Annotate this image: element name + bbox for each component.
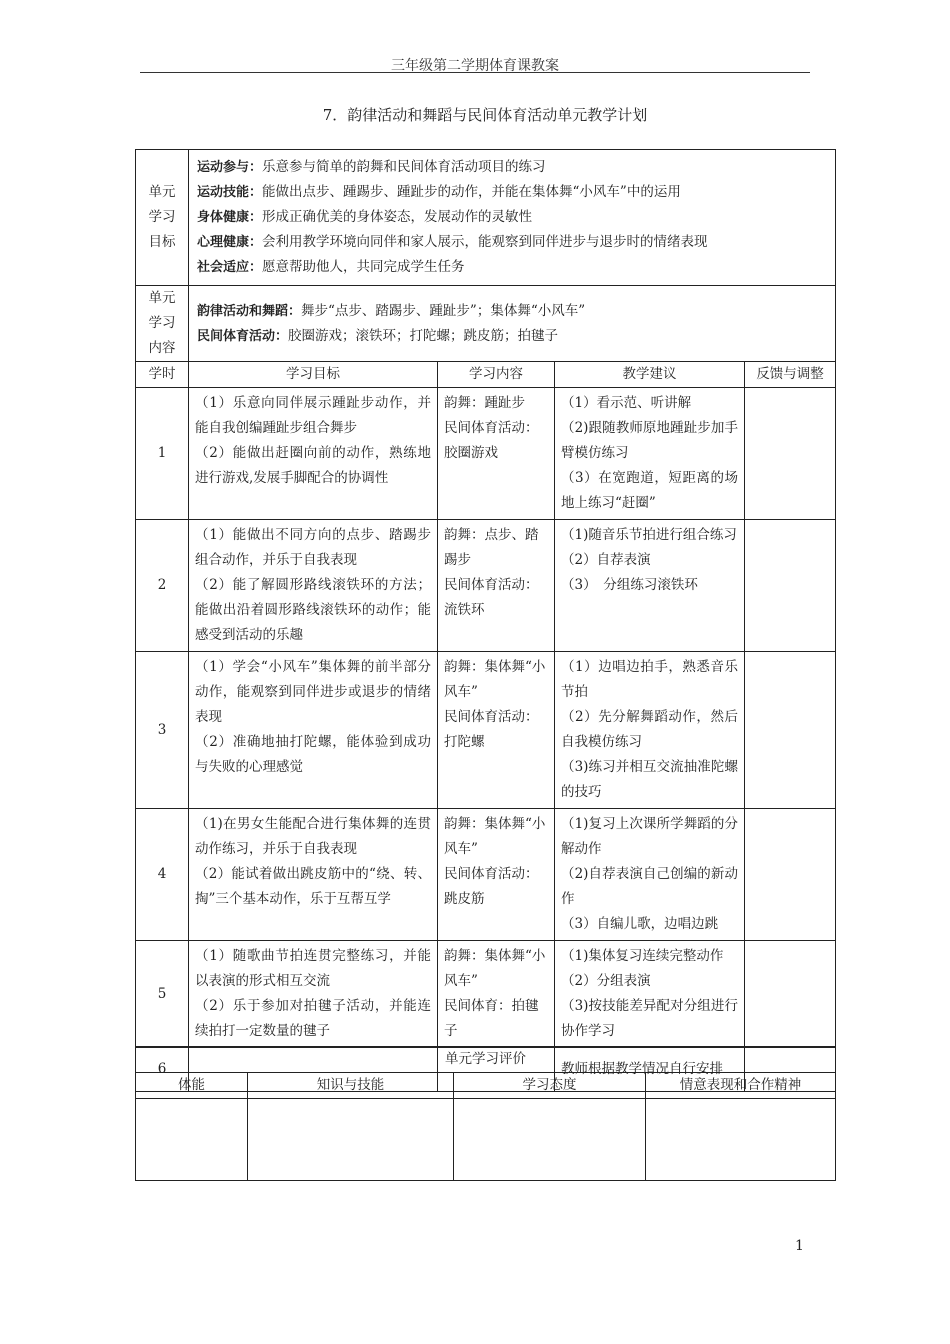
unit-goal-content — [189, 150, 836, 286]
goal-item: 社会适应：愿意帮助他人，共同完成学生任务 — [197, 259, 465, 275]
lesson-content: 韵舞：踵趾步 民间体育活动：胶圈游戏 — [438, 388, 555, 520]
lesson-row — [136, 941, 836, 1048]
col-goal: 学习目标 — [189, 362, 438, 388]
lesson-row — [136, 388, 836, 520]
lesson-content: 韵舞：集体舞“小风车” 民间体育活动：跳皮筋 — [438, 809, 555, 941]
header-title: 三年级第二学期体育课教案 — [391, 58, 559, 74]
header-rule — [140, 72, 810, 73]
lesson-period: 2 — [136, 520, 189, 652]
lesson-period: 3 — [136, 652, 189, 809]
goal-item: 运动参与：乐意参与简单的韵舞和民间体育活动项目的练习 — [197, 159, 546, 175]
lesson-advice: （1)随音乐节拍进行组合练习 （2）自荐表演 （3） 分组练习滚铁环 — [555, 520, 745, 652]
lesson-row — [136, 809, 836, 941]
lesson-goal: （1)在男女生能配合进行集体舞的连贯动作练习，并乐于自我表现 （2）能试着做出跳皮筋中的“绕、转、掏”三个基本动作，乐于互帮互学 — [189, 809, 438, 941]
goal-item: 身体健康：形成正确优美的身体姿态，发展动作的灵敏性 — [197, 209, 533, 225]
lesson-content: 韵舞：点步、踏踢步 民间体育活动：流铁环 — [438, 520, 555, 652]
lesson-period: 1 — [136, 388, 189, 520]
eval-col-knowledge: 知识与技能 — [248, 1073, 454, 1099]
eval-cell — [136, 1099, 248, 1181]
lesson-feedback — [745, 520, 836, 652]
unit-content-row — [136, 286, 836, 362]
eval-cell — [454, 1099, 646, 1181]
page-number: 1 — [795, 1238, 804, 1254]
lesson-feedback — [745, 652, 836, 809]
evaluation-title-row — [136, 1047, 836, 1073]
lesson-period: 5 — [136, 941, 189, 1048]
lesson-content: 韵舞：集体舞“小风车” 民间体育：拍毽子 — [438, 941, 555, 1048]
evaluation-table — [135, 1046, 836, 1181]
unit-goal-row — [136, 150, 836, 286]
lesson-row — [136, 652, 836, 809]
unit-goal-label: 单元 学习 目标 — [136, 150, 189, 286]
lesson-content: 韵舞：集体舞“小风车” 民间体育活动：打陀螺 — [438, 652, 555, 809]
lesson-goal: （1）能做出不同方向的点步、踏踢步组合动作，并乐于自我表现 （2）能了解圆形路线滚铁环的方法；能做出沿着圆形路线滚铁环的动作；能感受到活动的乐趣 — [189, 520, 438, 652]
document-title: 7．韵律活动和舞蹈与民间体育活动单元教学计划 — [322, 106, 648, 124]
lesson-advice: （1）看示范、听讲解 （2)跟随教师原地踵趾步加手臂模仿练习 （3）在宽跑道，短距离的场地上练习“赶圈” — [555, 388, 745, 520]
lesson-advice: （1）边唱边拍手，熟悉音乐节拍 （2）先分解舞蹈动作，然后自我模仿练习 （3)练习并相互交流抽准陀螺的技巧 — [555, 652, 745, 809]
content-item: 韵律活动和舞蹈：舞步“点步、踏踢步、踵趾步”；集体舞“小风车” — [197, 302, 586, 319]
unit-plan-table — [135, 149, 836, 1092]
lesson-goal: （1）学会“小风车”集体舞的前半部分动作，能观察到同伴进步或退步的情绪表现 （2）准确地抽打陀螺，能体验到成功与失败的心理感觉 — [189, 652, 438, 809]
eval-col-attitude: 学习态度 — [454, 1073, 646, 1099]
eval-cell — [646, 1099, 836, 1181]
lesson-advice: 教师根据教学情况自行安排 — [555, 1048, 745, 1092]
col-feedback: 反馈与调整 — [745, 362, 836, 388]
lesson-goal: （1）乐意向同伴展示踵趾步动作，并能自我创编踵趾步组合舞步 （2）能做出赶圈向前的动作，熟练地进行游戏,发展手脚配合的协调性 — [189, 388, 438, 520]
eval-col-fitness: 体能 — [136, 1073, 248, 1099]
lesson-feedback — [745, 388, 836, 520]
lesson-period: 4 — [136, 809, 189, 941]
unit-content-label: 单元 学习 内容 — [136, 286, 189, 362]
evaluation-header-row — [136, 1073, 836, 1099]
evaluation-title: 单元学习评价 — [136, 1047, 836, 1073]
lesson-feedback — [745, 941, 836, 1048]
eval-col-emotion: 情意表现和合作精神 — [646, 1073, 836, 1099]
lesson-header-row — [136, 362, 836, 388]
col-period: 学时 — [136, 362, 189, 388]
lesson-feedback — [745, 809, 836, 941]
goal-item: 运动技能：能做出点步、踵踢步、踵趾步的动作，并能在集体舞“小风车”中的运用 — [197, 184, 681, 200]
evaluation-body-row — [136, 1099, 836, 1181]
lesson-advice: （1)集体复习连续完整动作 （2）分组表演 （3)按技能差异配对分组进行协作学习 — [555, 941, 745, 1048]
goal-item: 心理健康：会利用教学环境向同伴和家人展示，能观察到同伴进步与退步时的情绪表现 — [197, 234, 708, 250]
unit-content-content — [189, 286, 836, 362]
col-content: 学习内容 — [438, 362, 555, 388]
col-advice: 教学建议 — [555, 362, 745, 388]
lesson-period: 6 — [136, 1048, 189, 1092]
content-item: 民间体育活动：胶圈游戏；滚铁环；打陀螺；跳皮筋；拍毽子 — [197, 327, 559, 344]
eval-cell — [248, 1099, 454, 1181]
lesson-row — [136, 520, 836, 652]
lesson-goal: （1）随歌曲节拍连贯完整练习，并能以表演的形式相互交流 （2）乐于参加对拍毽子活动，并能连续拍打一定数量的毽子 — [189, 941, 438, 1048]
lesson-advice: （1)复习上次课所学舞蹈的分解动作 （2)自荐表演自己创编的新动作 （3）自编儿歌，边唱边跳 — [555, 809, 745, 941]
